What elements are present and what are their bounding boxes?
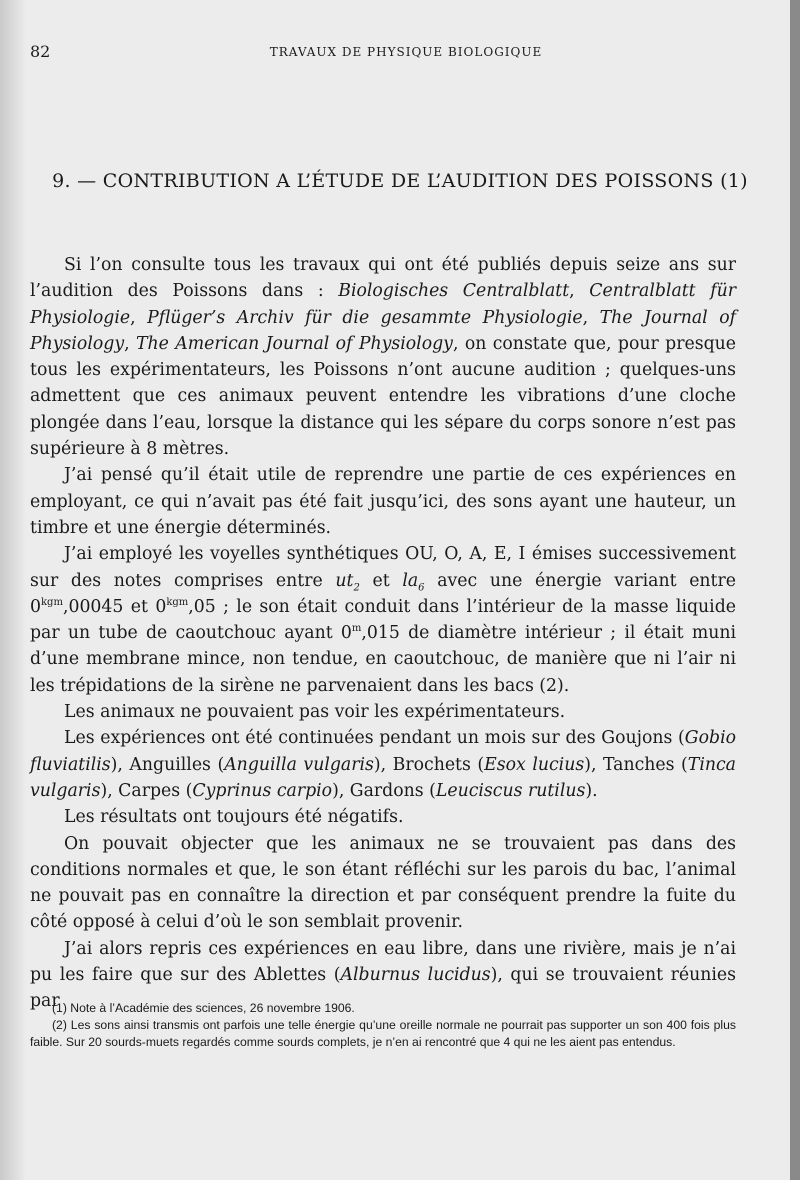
journal-title: Centralblatt für Physiologie bbox=[30, 281, 736, 328]
paragraph: J’ai pensé qu’il était utile de reprendre une partie de ces expériences en employant, ce qui n’avait pas été fait jusqu’ici, des sons ayant une hauteur, un timbre et une énergie déterminés. bbox=[30, 465, 736, 538]
footnote: (2) Les sons ainsi transmis ont parfois une telle énergie qu’une oreille normale ne pourrait pas supporter un son 400 fois plus faible. Sur 20 sourds-muets regardés comme sourds complets, je n’en ai rencontré que 4 qui ne les aient pas entendus. bbox=[30, 1018, 736, 1049]
footnotes bbox=[30, 1000, 736, 1051]
paragraph: Si l’on consulte tous les travaux qui ont été publiés depuis seize ans sur l’audition des Poissons dans : Biologisches Centralblatt, Centralblatt für Physiologie, Pflüger’s Archiv für die gesammte Physiologie, The Journal of Physiology, The American Journal of Physiology, on constate que, pour presque tous les expérimentateurs, les Poissons n’ont aucune audition ; quelques-uns admettent que ces animaux peuvent entendre les vibrations d’une cloche plongée dans l’eau, lorsque la distance qui les sépare du corps sonore n’est pas supérieure à 8 mètres. bbox=[30, 255, 737, 460]
species-name: Esox lucius bbox=[484, 754, 585, 775]
page-binding-shadow bbox=[0, 0, 26, 1180]
paragraph: On pouvait objecter que les animaux ne se trouvaient pas dans des conditions normales et que, le son étant réfléchi sur les parois du bac, l’animal ne pouvait pas en connaître la direction et par conséquent prendre la fuite du côté opposé à celui d’où le son semblait provenir. bbox=[30, 833, 736, 933]
body-text bbox=[30, 252, 736, 1015]
paragraph: J’ai employé les voyelles synthétiques OU, O, A, E, I émises successivement sur des notes comprises entre $ut_2$ et $la_6$ avec une énergie variant entre $0^{kgm},00045$ et $0^{kgm},05$ ; le son était conduit dans l’intérieur de la masse liquide par un tube de caoutchouc ayant 0$^m$,015 de diamètre intérieur ; il était muni d’une membrane mince, non tendue, en caoutchouc, de manière que ni l’air ni les trépidations de la sirène ne parvenaient dans les bacs (2). bbox=[30, 544, 737, 696]
journal-title: The Journal of Physiology bbox=[30, 307, 737, 354]
journal-title: Pflüger’s Archiv für die gesammte Physiologie bbox=[147, 307, 583, 328]
footnote: (1) Note à l’Académie des sciences, 26 novembre 1906. bbox=[52, 1001, 355, 1015]
species-name: Tinca vulgaris bbox=[30, 754, 736, 801]
species-name: Cyprinus carpio bbox=[192, 780, 333, 801]
running-title: TRAVAUX DE PHYSIQUE BIOLOGIQUE bbox=[269, 45, 543, 59]
paragraph: Les résultats ont toujours été négatifs. bbox=[64, 807, 404, 828]
musical-note: $la_6$ bbox=[402, 570, 425, 594]
paragraph: Les animaux ne pouvaient pas voir les expérimentateurs. bbox=[64, 702, 566, 723]
chapter-title: 9. — CONTRIBUTION A L’ÉTUDE DE L’AUDITION DES POISSONS (1) bbox=[52, 170, 748, 192]
journal-title: Biologisches Centralblatt bbox=[338, 281, 570, 302]
species-name: Alburnus lucidus bbox=[340, 965, 491, 986]
species-name: Leuciscus rutilus bbox=[435, 780, 586, 801]
unit-superscript: kgm bbox=[166, 597, 189, 609]
journal-title: The American Journal of Physiology bbox=[135, 333, 453, 354]
paragraph: J’ai alors repris ces expériences en eau libre, dans une rivière, mais je n’ai pu les faire que sur des Ablettes (Alburnus lucidus), qui se trouvaient réunies par bbox=[30, 938, 737, 1012]
species-name: Gobio fluviatilis bbox=[30, 728, 736, 775]
unit-superscript: kgm bbox=[41, 597, 63, 609]
paragraph: Les expériences ont été continuées pendant un mois sur des Goujons (Gobio fluviatilis), Anguilles (Anguilla vulgaris), Brochets (Esox lucius), Tanches (Tinca vulgaris), Carpes (Cyprinus carpio), Gardons (Leuciscus rutilus). bbox=[30, 728, 736, 801]
page-header bbox=[26, 42, 786, 66]
unit-superscript: m bbox=[351, 623, 362, 635]
musical-note: $ut_2$ bbox=[335, 570, 360, 594]
species-name: Anguilla vulgaris bbox=[224, 754, 374, 775]
page-number: 82 bbox=[30, 42, 51, 61]
